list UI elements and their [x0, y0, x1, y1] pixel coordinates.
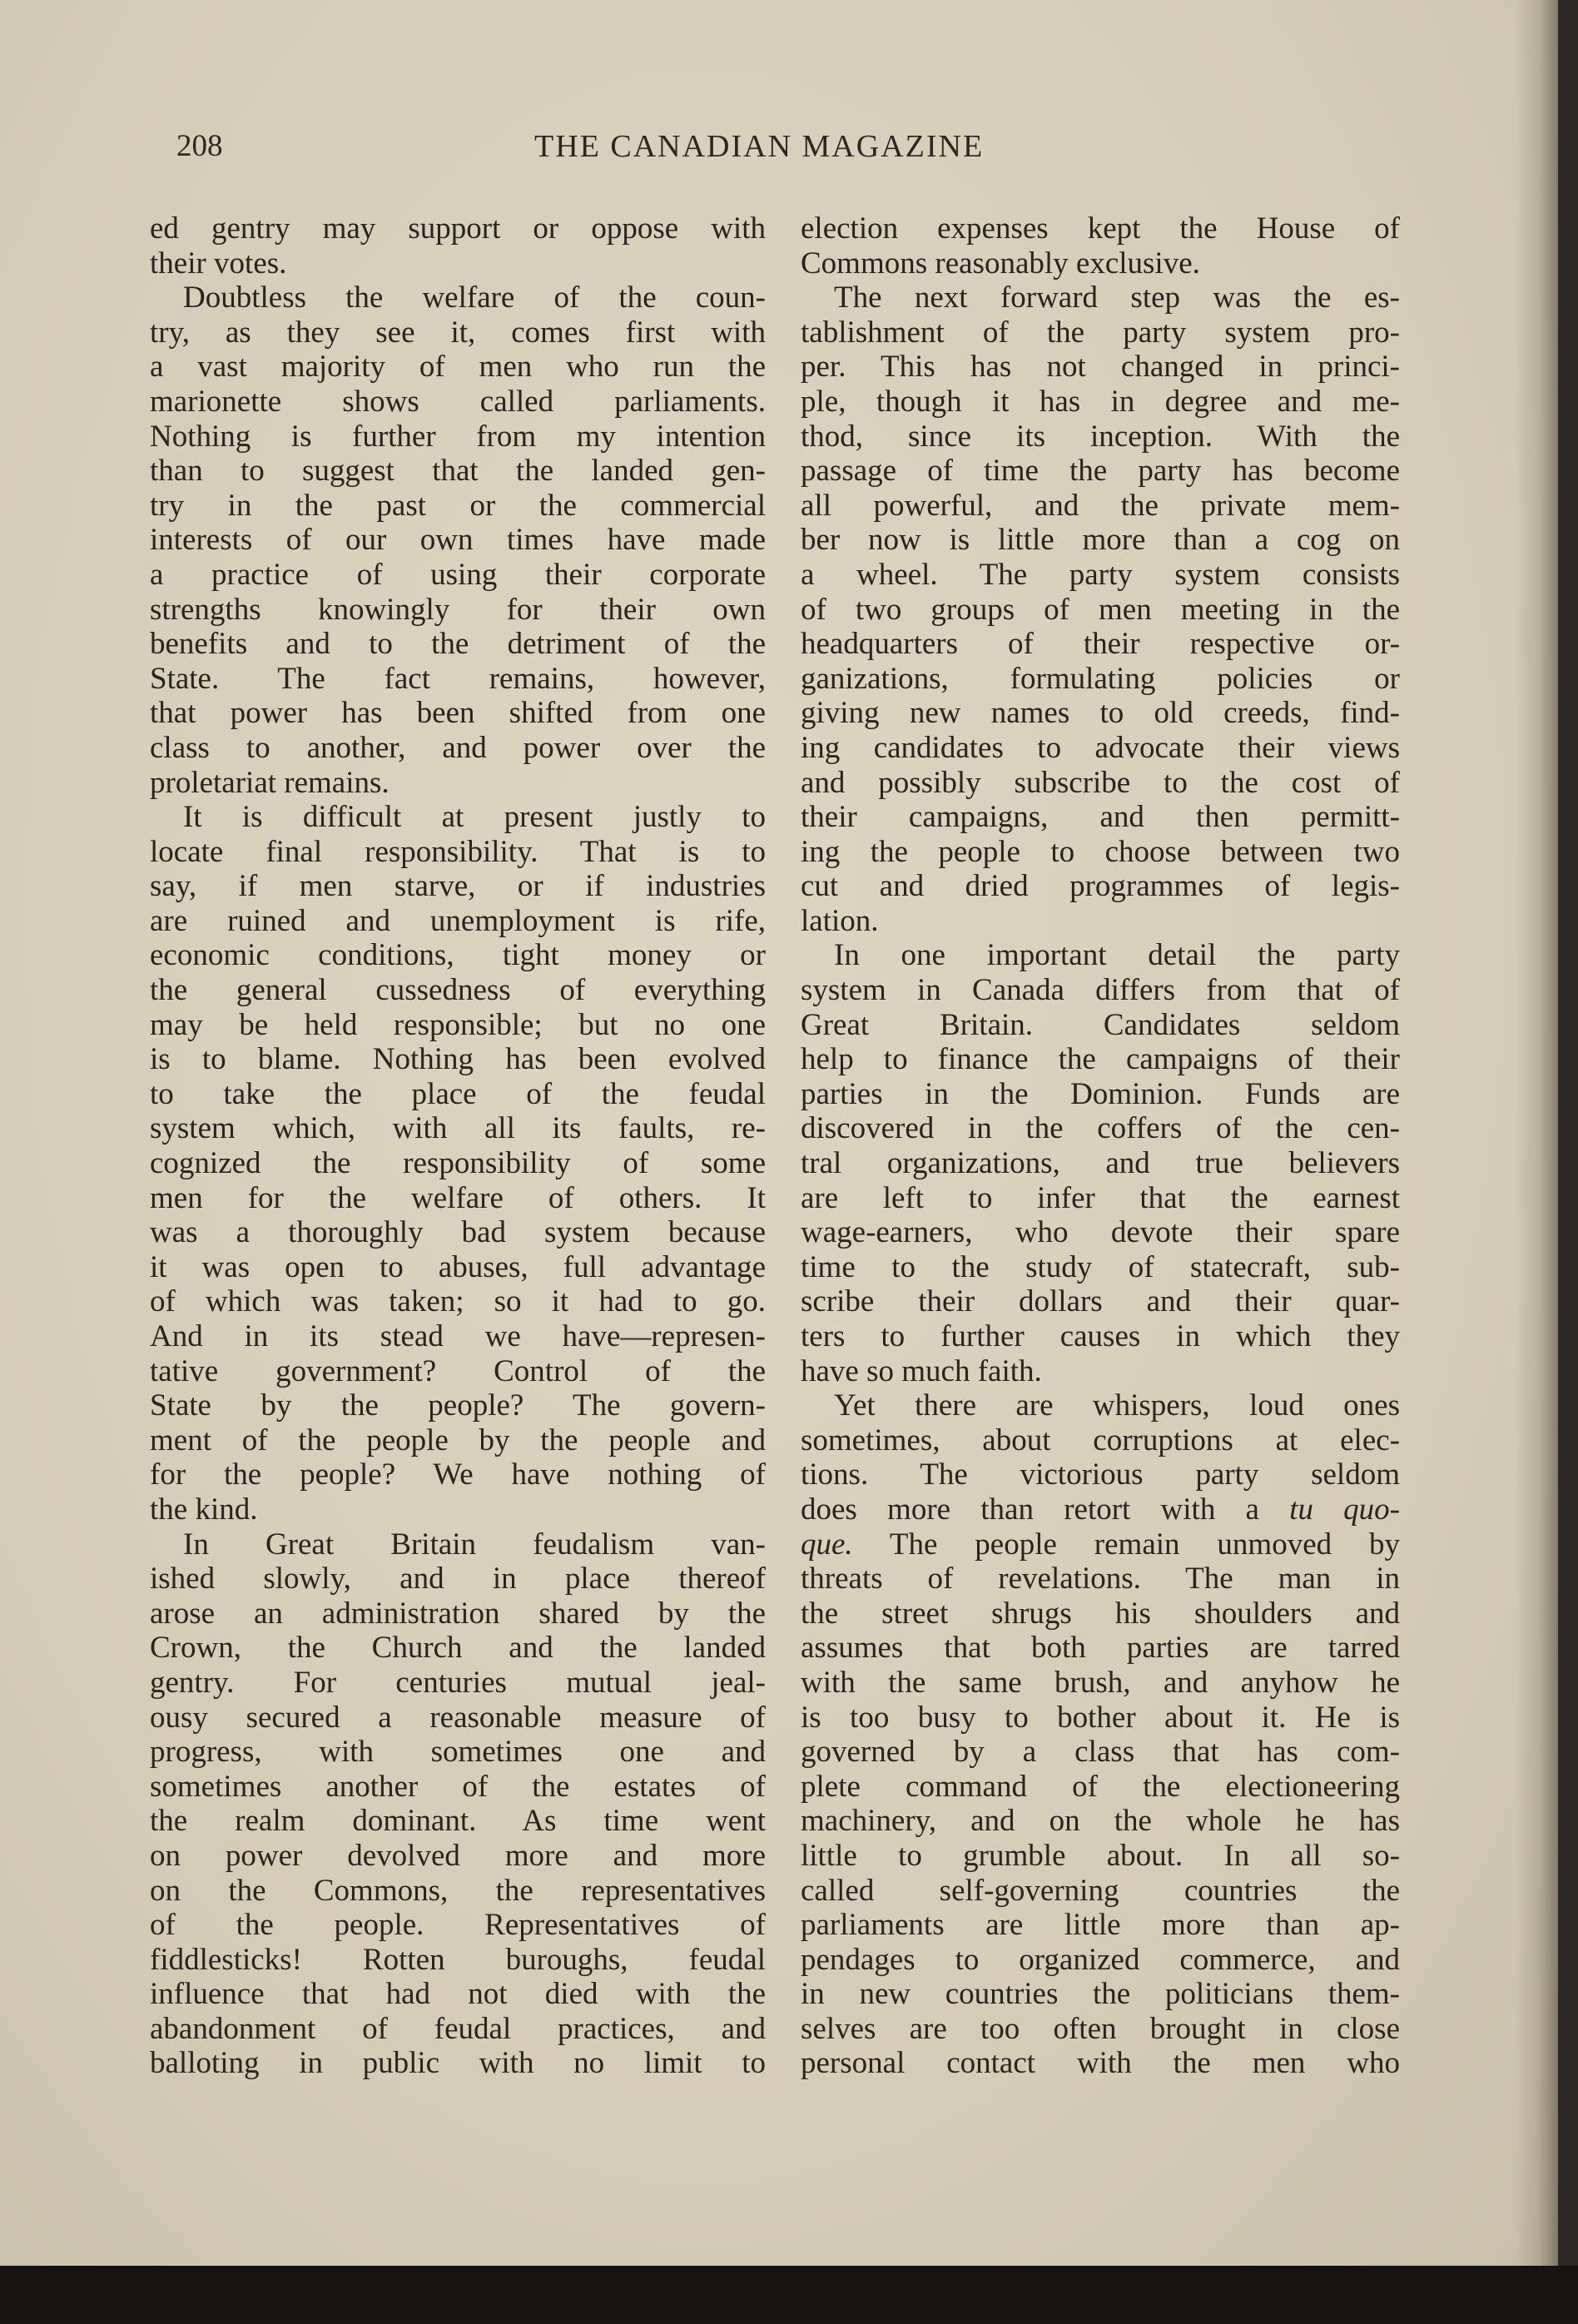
- text-line: wage-earners, who devote their spare: [801, 1215, 1400, 1250]
- text-line: than to suggest that the landed gen-: [150, 454, 766, 489]
- text-line: say, if men starve, or if industries: [150, 869, 766, 904]
- text-line: and possibly subscribe to the cost of: [801, 765, 1400, 800]
- text-line: cut and dried programmes of legis-: [801, 869, 1400, 904]
- text-line: ters to further causes in which they: [801, 1319, 1400, 1353]
- text-line: progress, with sometimes one and: [150, 1735, 766, 1770]
- text-segment: does more than retort with a: [801, 1492, 1259, 1527]
- text-line: are left to infer that the earnest: [801, 1180, 1400, 1215]
- text-line: was a thoroughly bad system because: [150, 1215, 766, 1250]
- text-line: headquarters of their respective or-: [801, 627, 1400, 662]
- scan-bottom-margin: [0, 2266, 1578, 2324]
- text-line: marionette shows called parliaments.: [150, 384, 766, 419]
- text-line: ganizations, formulating policies or: [801, 661, 1400, 696]
- text-line: may be held responsible; but no one: [150, 1007, 766, 1042]
- text-line: per. This has not changed in princi-: [801, 350, 1400, 385]
- text-line: the kind.: [150, 1492, 258, 1527]
- text-line: ple, though it has in degree and me-: [801, 384, 1400, 419]
- page-edge-shadow: [1515, 0, 1558, 2266]
- text-line: State by the people? The govern-: [150, 1388, 766, 1423]
- text-line: It is difficult at present justly to: [183, 800, 766, 835]
- text-line: help to finance the campaigns of their: [801, 1042, 1400, 1077]
- text-line: cognized the responsibility of some: [150, 1146, 766, 1181]
- text-line: system in Canada differs from that of: [801, 973, 1400, 1008]
- page-number: 208: [176, 129, 223, 163]
- text-line: strengths knowingly for their own: [150, 592, 766, 627]
- text-line: that power has been shifted from one: [150, 696, 766, 731]
- text-line: little to grumble about. In all so-: [801, 1838, 1400, 1873]
- text-line: ousy secured a reasonable measure of: [150, 1700, 766, 1735]
- text-line: proletariat remains.: [150, 765, 390, 800]
- text-line: arose an administration shared by the: [150, 1596, 766, 1631]
- left-column: [150, 211, 766, 2081]
- text-line: sometimes another of the estates of: [150, 1769, 766, 1804]
- text-line: ing candidates to advocate their views: [801, 730, 1400, 765]
- text-line: ber now is little more than a cog on: [801, 523, 1400, 558]
- text-line: Great Britain. Candidates seldom: [801, 1007, 1400, 1042]
- text-line: try in the past or the commercial: [150, 488, 766, 523]
- text-line: Crown, the Church and the landed: [150, 1631, 766, 1666]
- text-line: the general cussedness of everything: [150, 973, 766, 1008]
- text-line: gentry. For centuries mutual jeal-: [150, 1665, 766, 1700]
- text-line: [801, 1492, 1400, 1527]
- text-line: influence that had not died with the: [150, 1977, 766, 2012]
- text-line: their votes.: [150, 246, 287, 281]
- text-line: a wheel. The party system consists: [801, 557, 1400, 592]
- text-line: their campaigns, and then permitt-: [801, 800, 1400, 835]
- text-line: a practice of using their corporate: [150, 557, 766, 592]
- text-line: passage of time the party has become: [801, 454, 1400, 489]
- text-line: ished slowly, and in place thereof: [150, 1562, 766, 1597]
- scan-side-margin: [1558, 0, 1578, 2324]
- text-line: of two groups of men meeting in the: [801, 592, 1400, 627]
- text-line: tablishment of the party system pro-: [801, 315, 1400, 350]
- text-line: called self-governing countries the: [801, 1873, 1400, 1908]
- text-line: benefits and to the detriment of the: [150, 627, 766, 662]
- text-line: is to blame. Nothing has been evolved: [150, 1042, 766, 1077]
- text-line: with the same brush, and anyhow he: [801, 1665, 1400, 1700]
- text-line: is too busy to bother about it. He is: [801, 1700, 1400, 1735]
- text-line: machinery, and on the whole he has: [801, 1804, 1400, 1839]
- text-line: in new countries the politicians them-: [801, 1977, 1400, 2012]
- text-line: State. The fact remains, however,: [150, 661, 766, 696]
- text-line: discovered in the coffers of the cen-: [801, 1111, 1400, 1146]
- text-line: abandonment of feudal practices, and: [150, 2011, 766, 2046]
- text-line: are ruined and unemployment is rife,: [150, 903, 766, 938]
- text-line: lation.: [801, 903, 879, 938]
- text-line: tions. The victorious party seldom: [801, 1457, 1400, 1492]
- text-line: try, as they see it, comes first with: [150, 315, 766, 350]
- text-line: locate final responsibility. That is to: [150, 834, 766, 869]
- text-line: selves are too often brought in close: [801, 2011, 1400, 2046]
- text-line: fiddlesticks! Rotten buroughs, feudal: [150, 1942, 766, 1977]
- text-line: In Great Britain feudalism van-: [183, 1527, 766, 1562]
- text-line: of the people. Representatives of: [150, 1908, 766, 1943]
- text-line: [801, 1527, 1400, 1562]
- text-line: to take the place of the feudal: [150, 1076, 766, 1111]
- text-line: thod, since its inception. With the: [801, 419, 1400, 454]
- text-line: In one important detail the party: [834, 938, 1400, 973]
- text-line: ing the people to choose between two: [801, 834, 1400, 869]
- text-line: have so much faith.: [801, 1353, 1042, 1388]
- text-line: tral organizations, and true believers: [801, 1146, 1400, 1181]
- text-line: pendages to organized commerce, and: [801, 1942, 1400, 1977]
- text-line: men for the welfare of others. It: [150, 1180, 766, 1215]
- text-line: a vast majority of men who run the: [150, 350, 766, 385]
- italic-phrase: que.: [801, 1527, 853, 1562]
- text-line: ment of the people by the people and: [150, 1423, 766, 1457]
- text-line: parties in the Dominion. Funds are: [801, 1076, 1400, 1111]
- text-line: Doubtless the welfare of the coun-: [183, 281, 766, 315]
- text-line: Yet there are whispers, loud ones: [834, 1388, 1400, 1423]
- text-line: threats of revelations. The man in: [801, 1562, 1400, 1597]
- text-line: the street shrugs his shoulders and: [801, 1596, 1400, 1631]
- running-title: THE CANADIAN MAGAZINE: [534, 129, 985, 164]
- text-line: on power devolved more and more: [150, 1838, 766, 1873]
- text-line: governed by a class that has com-: [801, 1735, 1400, 1770]
- text-line: election expenses kept the House of: [801, 211, 1400, 246]
- text-line: time to the study of statecraft, sub-: [801, 1249, 1400, 1284]
- text-line: Commons reasonably exclusive.: [801, 246, 1200, 281]
- text-line: balloting in public with no limit to: [150, 2046, 766, 2081]
- text-line: all powerful, and the private mem-: [801, 488, 1400, 523]
- text-line: system which, with all its faults, re-: [150, 1111, 766, 1146]
- text-line: assumes that both parties are tarred: [801, 1631, 1400, 1666]
- text-line: parliaments are little more than ap-: [801, 1908, 1400, 1943]
- text-line: ed gentry may support or oppose with: [150, 211, 766, 246]
- text-line: sometimes, about corruptions at elec-: [801, 1423, 1400, 1457]
- text-line: giving new names to old creeds, find-: [801, 696, 1400, 731]
- text-line: on the Commons, the representatives: [150, 1873, 766, 1908]
- text-line: scribe their dollars and their quar-: [801, 1284, 1400, 1319]
- text-line: The next forward step was the es-: [834, 281, 1400, 315]
- running-header: [176, 125, 1375, 175]
- text-segment: The people remain unmoved by: [889, 1527, 1400, 1562]
- text-line: the realm dominant. As time went: [150, 1804, 766, 1839]
- text-line: Nothing is further from my intention: [150, 419, 766, 454]
- text-line: plete command of the electioneering: [801, 1769, 1400, 1804]
- text-line: class to another, and power over the: [150, 730, 766, 765]
- text-line: And in its stead we have—represen-: [150, 1319, 766, 1353]
- italic-phrase: tu quo-: [1289, 1492, 1400, 1527]
- text-line: of which was taken; so it had to go.: [150, 1284, 766, 1319]
- text-line: tative government? Control of the: [150, 1353, 766, 1388]
- text-line: interests of our own times have made: [150, 523, 766, 558]
- right-column: [801, 211, 1400, 2081]
- text-line: it was open to abuses, full advantage: [150, 1249, 766, 1284]
- text-line: for the people? We have nothing of: [150, 1457, 766, 1492]
- text-line: personal contact with the men who: [801, 2046, 1400, 2081]
- text-line: economic conditions, tight money or: [150, 938, 766, 973]
